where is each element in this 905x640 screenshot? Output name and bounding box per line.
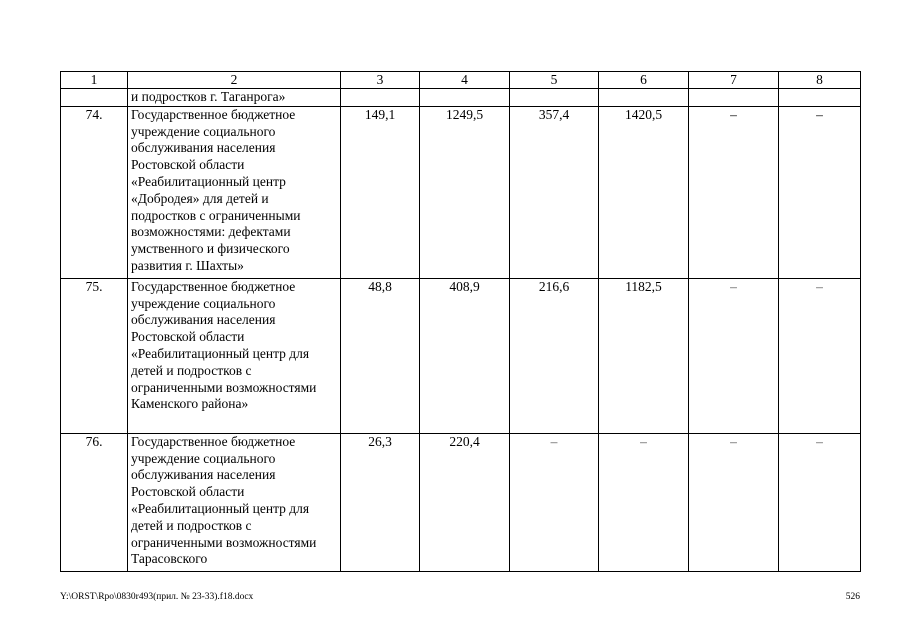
institution-name: Государственное бюджетное учреждение социального обслуживания населения Ростовской области «Реабилитационный центр для детей и подростков с ограниченными возможностями Тарасовского — [128, 433, 341, 571]
value-col7: – — [689, 106, 779, 278]
row-number: 74. — [61, 106, 128, 278]
value-col6: 1420,5 — [599, 106, 689, 278]
header-cell: 5 — [510, 72, 599, 89]
header-cell: 8 — [779, 72, 861, 89]
value-col4: 220,4 — [420, 433, 510, 571]
table-header-row — [61, 72, 861, 89]
row-number: 75. — [61, 278, 128, 433]
value-col3: 48,8 — [341, 278, 420, 433]
value-col6: – — [599, 433, 689, 571]
value-col3: 26,3 — [341, 433, 420, 571]
value-col7: – — [689, 278, 779, 433]
header-cell: 7 — [689, 72, 779, 89]
table-row — [61, 106, 861, 278]
value-col8: – — [779, 278, 861, 433]
continuation-row — [61, 89, 861, 107]
row-number: 76. — [61, 433, 128, 571]
value-col6: 1182,5 — [599, 278, 689, 433]
table-row — [61, 278, 861, 433]
value-col3: 149,1 — [341, 106, 420, 278]
budget-table — [60, 71, 861, 572]
header-cell: 2 — [128, 72, 341, 89]
value-col4: 408,9 — [420, 278, 510, 433]
institution-name: Государственное бюджетное учреждение социального обслуживания населения Ростовской области «Реабилитационный центр для детей и подростков с ограниченными возможностями Каменского района» — [128, 278, 341, 433]
page-number: 526 — [845, 592, 860, 602]
header-cell: 3 — [341, 72, 420, 89]
value-col4: 1249,5 — [420, 106, 510, 278]
continuation-text: и подростков г. Таганрога» — [128, 89, 341, 107]
value-col7: – — [689, 433, 779, 571]
institution-name: Государственное бюджетное учреждение социального обслуживания населения Ростовской области «Реабилитационный центр «Добродея» для детей и подростков с ограниченными возможностями: дефектами умственного и физического развития г. Шахты» — [128, 106, 341, 278]
header-cell: 4 — [420, 72, 510, 89]
value-col5: 357,4 — [510, 106, 599, 278]
value-col5: – — [510, 433, 599, 571]
footer-file-path: Y:\ORST\Rpo\0830r493(прил. № 23-33).f18.docx — [60, 592, 254, 602]
header-cell: 6 — [599, 72, 689, 89]
value-col8: – — [779, 106, 861, 278]
table-row — [61, 433, 861, 571]
header-cell: 1 — [61, 72, 128, 89]
value-col5: 216,6 — [510, 278, 599, 433]
value-col8: – — [779, 433, 861, 571]
